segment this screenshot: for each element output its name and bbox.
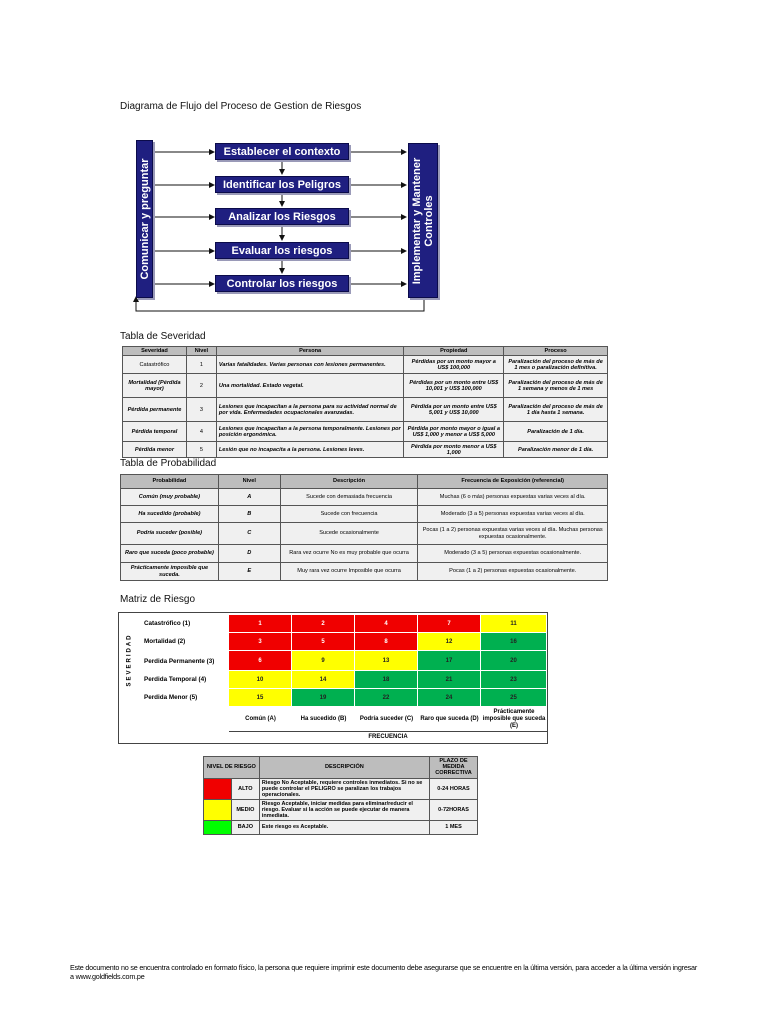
matrix-row-label: Perdida Temporal (4): [144, 675, 207, 683]
flow-step-3: Analizar los Riesgos: [215, 208, 349, 225]
matrix-col-label: Común (A): [245, 715, 276, 722]
severity-persona: Una mortalidad. Estado vegetal.: [216, 374, 404, 398]
flow-step-1: Establecer el contexto: [215, 143, 349, 160]
severity-header-row: [123, 347, 608, 356]
severity-table: [122, 346, 608, 458]
flow-step-2: Identificar los Peligros: [215, 176, 349, 193]
probability-level: E: [218, 563, 280, 581]
flow-step-4: Evaluar los riesgos: [215, 242, 349, 259]
communicate-bar-label: Comunicar y preguntar: [138, 158, 151, 280]
matrix-cell: 5: [292, 633, 354, 650]
probability-desc: Muy rara vez ocurre Imposible que ocurra: [280, 563, 418, 581]
severity-propiedad: Pérdida por monto menor a US$ 1,000: [404, 442, 504, 458]
probability-row: [121, 545, 608, 563]
matrix-cell: 3: [229, 633, 291, 650]
probability-row: [121, 563, 608, 581]
probability-row: [121, 489, 608, 506]
legend-desc: Riesgo No Aceptable, requiere controles inmediatos. Si no se puede controlar el PELIGRO se paralizan los trabajos operacionales.: [259, 778, 429, 799]
severity-proceso: Paralización del proceso de más de 1 mes o paralización definitiva.: [504, 356, 608, 374]
probability-row: [121, 523, 608, 545]
severity-row: [123, 356, 608, 374]
severity-cell: Pérdida permanente: [123, 398, 187, 422]
legend-swatch-red: [204, 778, 232, 799]
severity-level: 3: [186, 398, 216, 422]
matrix-cell: 18: [355, 671, 417, 688]
probability-header: Probabilidad: [121, 475, 219, 489]
matrix-cell: 15: [229, 689, 291, 706]
severity-persona: Varias fatalidades. Varias personas con lesiones permanentes.: [216, 356, 404, 374]
severity-propiedad: Pérdidas por un monto entre US$ 10,001 y US$ 100,000: [404, 374, 504, 398]
matrix-cell: 24: [418, 689, 480, 706]
severity-row: [123, 398, 608, 422]
probability-cell: Común (muy probable): [121, 489, 219, 506]
severity-axis: [119, 613, 139, 707]
severity-persona: Lesiones que incapacitan a la persona temporalmente. Lesiones por posición ergonómica.: [216, 422, 404, 442]
probability-level: A: [218, 489, 280, 506]
legend-row: [204, 778, 478, 799]
severity-header: Proceso: [504, 347, 608, 356]
severity-level: 1: [186, 356, 216, 374]
legend-level: ALTO: [231, 778, 259, 799]
legend-header: DESCRIPCIÓN: [259, 757, 429, 779]
matrix-col-label: Podría suceder (C): [359, 715, 414, 722]
severity-cell: Mortalidad (Pérdida mayor): [123, 374, 187, 398]
matrix-cell: 25: [481, 689, 546, 706]
risk-legend-table: [203, 756, 478, 835]
severity-propiedad: Pérdidas por un monto mayor a US$ 100,000: [404, 356, 504, 374]
probability-freq: Pocas (1 a 2) personas expuestas ocasionalmente.: [418, 563, 608, 581]
probability-cell: Prácticamente imposible que suceda.: [121, 563, 219, 581]
severity-row: [123, 442, 608, 458]
probability-desc: Rara vez ocurre No es muy probable que ocurra: [280, 545, 418, 563]
severity-proceso: Paralización del proceso de más de 1 semana y menos de 1 mes: [504, 374, 608, 398]
severity-cell: Pérdida menor: [123, 442, 187, 458]
matrix-cell: 10: [229, 671, 291, 688]
severity-header: Nivel: [186, 347, 216, 356]
probability-header: Nivel: [218, 475, 280, 489]
probability-cell: Podría suceder (posible): [121, 523, 219, 545]
footer-note: Este documento no se encuentra controlado en formato físico, la persona que requiere imprimir este documento debe asegurarse que se encuentre en la última versión, para acceder a la última versión ingresar a www.goldfields.com.pe: [70, 963, 698, 981]
matrix-col-label: Ha sucedido (B): [300, 715, 347, 722]
matrix-cell: 2: [292, 615, 354, 632]
probability-cell: Ha sucedido (probable): [121, 506, 219, 523]
legend-row: [204, 799, 478, 820]
matrix-row-label: Catastrófico (1): [144, 619, 191, 627]
matrix-row-label: Perdida Menor (5): [144, 693, 198, 701]
risk-matrix: [118, 612, 548, 744]
matrix-row-label: Perdida Permanente (3): [144, 657, 215, 665]
severity-propiedad: Pérdida por un monto entre US$ 5,001 y US$ 10,000: [404, 398, 504, 422]
flow-step-5: Controlar los riesgos: [215, 275, 349, 292]
probability-level: B: [218, 506, 280, 523]
matrix-cell: 1: [229, 615, 291, 632]
matrix-cell: 9: [292, 651, 354, 670]
legend-level: MEDIO: [231, 799, 259, 820]
legend-header: NIVEL DE RIESGO: [204, 757, 260, 779]
severity-proceso: Paralización de 1 día.: [504, 422, 608, 442]
legend-plazo: 0-72HORAS: [430, 799, 478, 820]
probability-level: D: [218, 545, 280, 563]
matrix-title: Matriz de Riesgo: [120, 594, 196, 605]
legend-swatch-green: [204, 820, 232, 834]
severity-level: 2: [186, 374, 216, 398]
matrix-cell: 22: [355, 689, 417, 706]
matrix-cell: 8: [355, 633, 417, 650]
probability-level: C: [218, 523, 280, 545]
severity-row: [123, 374, 608, 398]
communicate-bar: [136, 140, 153, 298]
probability-freq: Moderado (3 a 5) personas expuestas ocasionalmente.: [418, 545, 608, 563]
matrix-cell: 6: [229, 651, 291, 670]
severity-proceso: Paralización del proceso de más de 1 día hasta 1 semana.: [504, 398, 608, 422]
severity-header: Persona: [216, 347, 404, 356]
matrix-cell: 20: [481, 651, 546, 670]
matrix-cell: 11: [481, 615, 546, 632]
flow-title: Diagrama de Flujo del Proceso de Gestion de Riesgos: [120, 101, 362, 112]
severity-header: Propiedad: [404, 347, 504, 356]
matrix-cell: 17: [418, 651, 480, 670]
matrix-row-label: Mortalidad (2): [144, 637, 186, 645]
probability-desc: Sucede con demasiada frecuencia: [280, 489, 418, 506]
matrix-cell: 19: [292, 689, 354, 706]
severity-cell: Pérdida temporal: [123, 422, 187, 442]
matrix-col-label: Raro que suceda (D): [420, 715, 479, 722]
probability-header-row: [121, 475, 608, 489]
matrix-cell: 23: [481, 671, 546, 688]
legend-plazo: 1 MES: [430, 820, 478, 834]
probability-freq: Moderado (3 a 5) personas expuestas varias veces al día.: [418, 506, 608, 523]
matrix-cell: 13: [355, 651, 417, 670]
probability-header: Descripción: [280, 475, 418, 489]
legend-desc: Riesgo Aceptable, iniciar medidas para eliminar/reducir el riesgo. Evaluar si la acción se puede ejecutar de manera inmediata.: [259, 799, 429, 820]
matrix-cell: 12: [418, 633, 480, 650]
matrix-cell: 21: [418, 671, 480, 688]
severity-title: Tabla de Severidad: [120, 331, 206, 342]
probability-freq: Pocas (1 a 2) personas expuestas varias veces al día. Muchas personas expuestas ocasionalmente.: [418, 523, 608, 545]
severity-level: 5: [186, 442, 216, 458]
implement-bar: [408, 143, 438, 298]
probability-desc: Sucede ocasionalmente: [280, 523, 418, 545]
severity-axis-label: SEVERIDAD: [126, 633, 133, 687]
matrix-cell: 4: [355, 615, 417, 632]
legend-row: [204, 820, 478, 834]
severity-level: 4: [186, 422, 216, 442]
matrix-cell: 7: [418, 615, 480, 632]
matrix-cell: 14: [292, 671, 354, 688]
legend-level: BAJO: [231, 820, 259, 834]
severity-header: Severidad: [123, 347, 187, 356]
legend-desc: Este riesgo es Aceptable.: [259, 820, 429, 834]
probability-table: [120, 474, 608, 581]
probability-cell: Raro que suceda (poco probable): [121, 545, 219, 563]
legend-header: PLAZO DE MEDIDA CORRECTIVA: [430, 757, 478, 779]
probability-row: [121, 506, 608, 523]
probability-desc: Sucede con frecuencia: [280, 506, 418, 523]
matrix-col-label: Prácticamente imposible que suceda (E): [482, 708, 546, 729]
severity-propiedad: Pérdida por monto mayor o igual a US$ 1,000 y menor a US$ 5,000: [404, 422, 504, 442]
severity-persona: Lesión que no incapacita a la persona. Lesiones leves.: [216, 442, 404, 458]
probability-freq: Muchas (6 o más) personas expuestas varias veces al día.: [418, 489, 608, 506]
legend-swatch-yellow: [204, 799, 232, 820]
severity-row: [123, 422, 608, 442]
matrix-cell: 16: [481, 633, 546, 650]
severity-proceso: Paralización menor de 1 día.: [504, 442, 608, 458]
severity-cell: Catastrófico: [123, 356, 187, 374]
legend-header-row: [204, 757, 478, 779]
implement-bar-label: Implementar y Mantener Controles: [411, 157, 435, 284]
probability-header: Frecuencia de Exposición (referencial): [418, 475, 608, 489]
legend-plazo: 0-24 HORAS: [430, 778, 478, 799]
frequency-axis-label: FRECUENCIA: [229, 731, 547, 743]
severity-persona: Lesiones que incapacitan a la persona para su actividad normal de por vida. Enfermedades ocupacionales avanzadas.: [216, 398, 404, 422]
probability-title: Tabla de Probabilidad: [120, 458, 217, 469]
matrix-cells: [229, 615, 547, 707]
